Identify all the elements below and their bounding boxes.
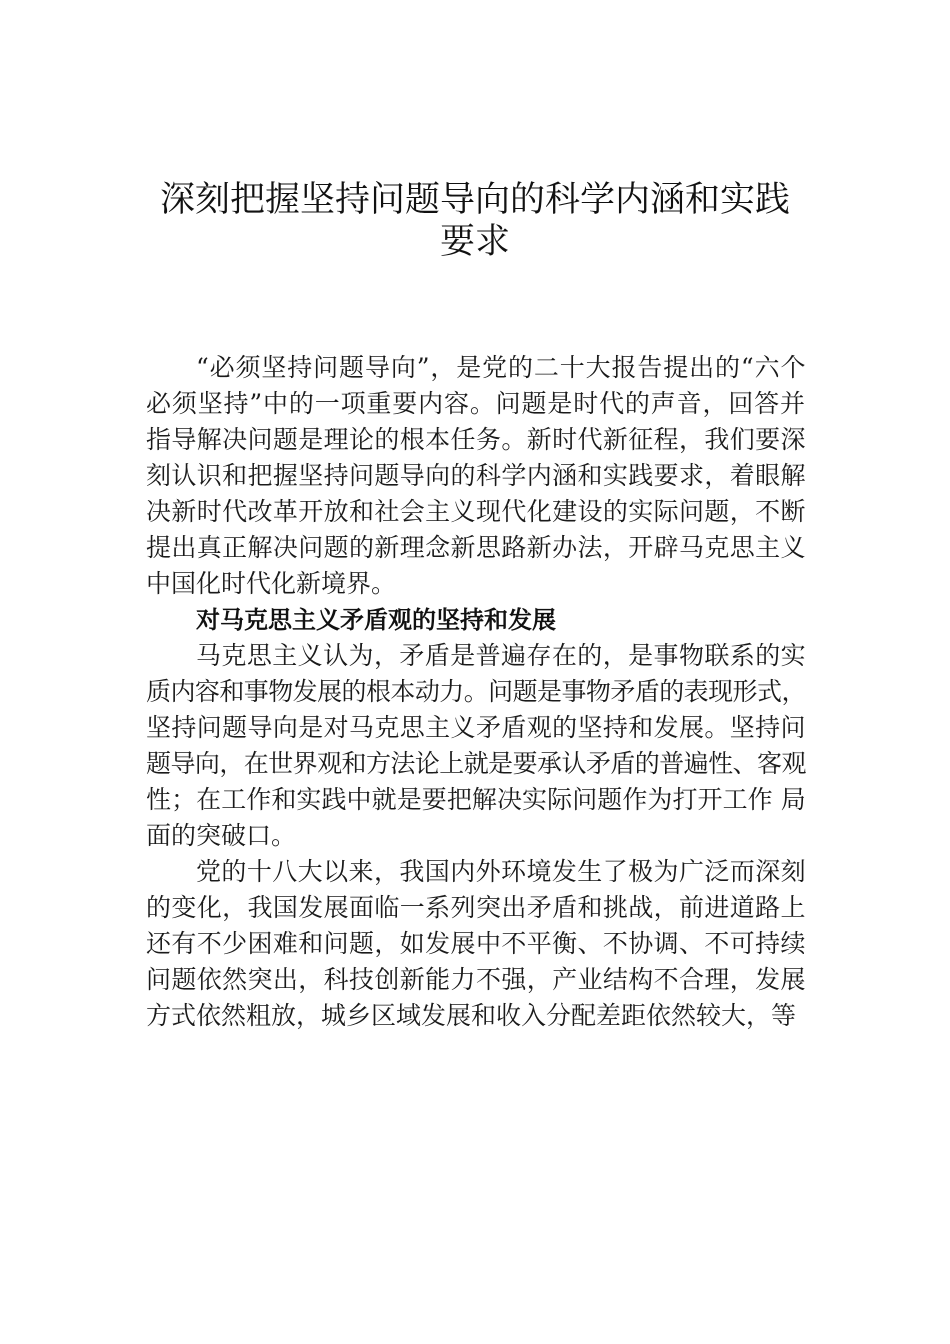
section-heading-text: 对马克思主义矛盾观的坚持和发展: [196, 606, 556, 634]
paragraph-line: 提出真正解决问题的新理念新思路新办法，开辟马克思主义: [146, 533, 806, 562]
paragraph-line: 马克思主义认为，矛盾是普遍存在的，是事物联系的实: [196, 641, 807, 670]
paragraph-line: 坚持问题导向是对马克思主义矛盾观的坚持和发展。坚持问: [146, 713, 806, 742]
paragraph-line: 党的十八大以来，我国内外环境发生了极为广泛而深刻: [196, 857, 807, 886]
paragraph-line: 中国化时代化新境界。: [146, 569, 397, 598]
paragraph-line: 面的突破口。: [146, 821, 297, 850]
paragraph-line: 的变化，我国发展面临一系列突出矛盾和挑战，前进道路上: [146, 893, 806, 922]
paragraph-line: 方式依然粗放，城乡区域发展和收入分配差距依然较大，等: [146, 1001, 797, 1030]
paragraph-line: 质内容和事物发展的根本动力。问题是事物矛盾的表现形式，: [146, 677, 806, 706]
paragraph-line: 刻认识和把握坚持问题导向的科学内涵和实践要求，着眼解: [146, 461, 806, 490]
paragraph-line: “必须坚持问题导向”，是党的二十大报告提出的“六个: [196, 353, 807, 382]
paragraph-line: 问题依然突出，科技创新能力不强，产业结构不合理，发展: [146, 965, 806, 994]
document-title-line-1: 深刻把握坚持问题导向的科学内涵和实践: [159, 180, 790, 220]
paragraph-line: 还有不少困难和问题，如发展中不平衡、不协调、不可持续: [146, 929, 806, 958]
paragraph-line: 指导解决问题是理论的根本任务。新时代新征程，我们要深: [146, 425, 806, 454]
paragraph-line: 决新时代改革开放和社会主义现代化建设的实际问题，不断: [146, 497, 806, 526]
paragraph-line: 题导向，在世界观和方法论上就是要承认矛盾的普遍性、客观: [146, 749, 806, 778]
document-title-line-2: 要求: [439, 222, 510, 262]
paragraph-line: 性；在工作和实践中就是要把解决实际问题作为打开工作 局: [146, 785, 806, 814]
paragraph-line: 必须坚持”中的一项重要内容。问题是时代的声音，回答并: [146, 389, 806, 418]
